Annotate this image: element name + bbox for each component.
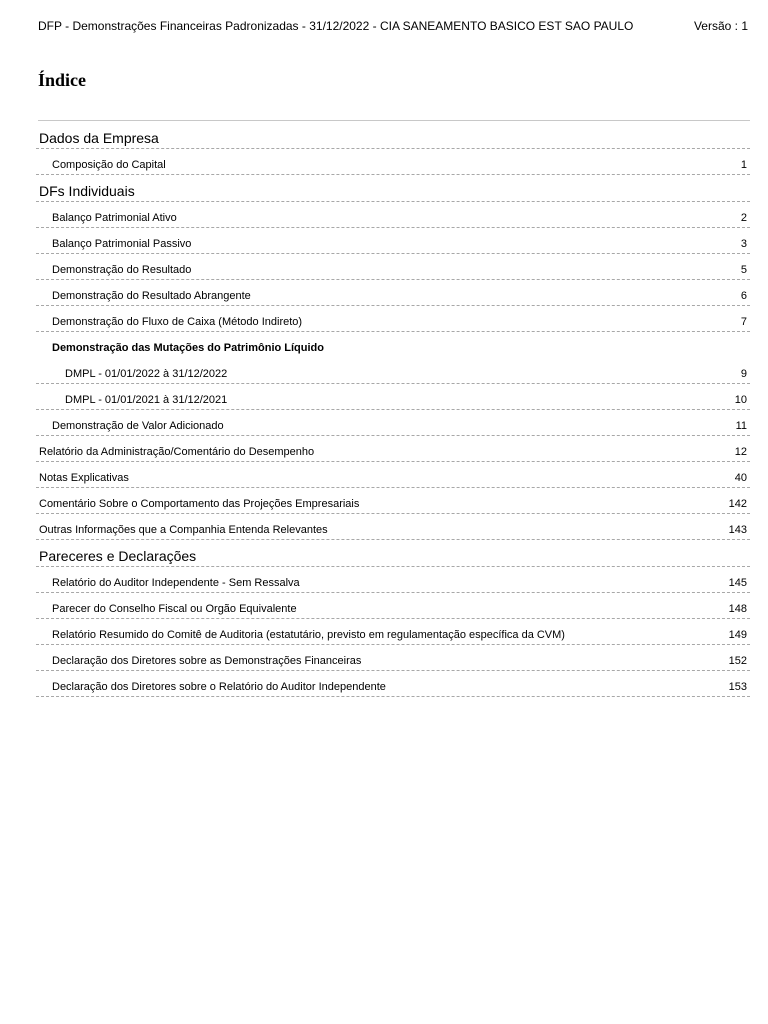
toc-entry-label: Relatório da Administração/Comentário do Desempenho <box>39 446 315 458</box>
toc-entry-label: Demonstração do Resultado Abrangente <box>52 290 251 302</box>
toc-entry-page: 142 <box>728 498 747 510</box>
toc-entry-page: 10 <box>734 394 747 406</box>
toc-entry-label: Demonstração do Fluxo de Caixa (Método Indireto) <box>52 316 303 328</box>
toc-entry-label: Outras Informações que a Companhia Entenda Relevantes <box>39 524 328 536</box>
toc-entry-page: 40 <box>734 472 747 484</box>
toc-entry-label: Balanço Patrimonial Passivo <box>52 238 192 250</box>
toc-entry-page: 2 <box>740 212 747 224</box>
toc-entry-label: Declaração dos Diretores sobre o Relatório do Auditor Independente <box>52 681 386 693</box>
toc-entry-label: Parecer do Conselho Fiscal ou Orgão Equivalente <box>52 603 297 615</box>
document-title: DFP - Demonstrações Financeiras Padronizadas - 31/12/2022 - CIA SANEAMENTO BASICO EST SAO PAULO <box>38 19 634 33</box>
toc-entry-page: 1 <box>740 159 747 171</box>
toc-entry-label: Demonstração de Valor Adicionado <box>52 420 224 432</box>
toc-entry-label: Relatório do Auditor Independente - Sem Ressalva <box>52 577 300 589</box>
page-header <box>38 18 748 34</box>
toc-entry[interactable] <box>36 567 750 593</box>
toc-entry[interactable] <box>36 410 750 436</box>
toc-entry[interactable] <box>36 619 750 645</box>
toc-entry-label: Declaração dos Diretores sobre as Demonstrações Financeiras <box>52 655 362 667</box>
toc-entry[interactable] <box>36 593 750 619</box>
toc-entry-page: 9 <box>740 368 747 380</box>
toc-subheading-mutacoes <box>36 332 750 358</box>
toc-entry-page: 143 <box>728 524 747 536</box>
toc-entry[interactable] <box>36 280 750 306</box>
toc-entry-label: DMPL - 01/01/2022 à 31/12/2022 <box>65 368 228 380</box>
toc-entry[interactable] <box>36 358 750 384</box>
toc-subheading-label: Demonstração das Mutações do Patrimônio Líquido <box>52 342 324 354</box>
toc-entry[interactable] <box>36 488 750 514</box>
toc-entry-page: 145 <box>728 577 747 589</box>
toc-entry-label: Balanço Patrimonial Ativo <box>52 212 177 224</box>
toc-entry-label: Demonstração do Resultado <box>52 264 192 276</box>
toc-entry-label: Composição do Capital <box>52 159 166 171</box>
version-label: Versão : 1 <box>693 19 748 33</box>
toc-entry[interactable] <box>36 202 750 228</box>
section-heading-pareceres-e-declaracoes: Pareceres e Declarações <box>36 540 750 567</box>
toc-entry-label: Notas Explicativas <box>39 472 129 484</box>
toc-entry-label: Relatório Resumido do Comitê de Auditoria (estatutário, previsto em regulamentação específica da CVM) <box>52 629 565 641</box>
toc-entry[interactable] <box>36 671 750 697</box>
title-divider <box>38 120 750 121</box>
index-title: Índice <box>38 70 87 90</box>
toc-entry-label: Comentário Sobre o Comportamento das Projeções Empresariais <box>39 498 360 510</box>
toc-entry-page: 11 <box>735 420 747 432</box>
toc-entry-label: DMPL - 01/01/2021 à 31/12/2021 <box>65 394 228 406</box>
toc-entry-page: 148 <box>728 603 747 615</box>
toc-entry[interactable] <box>36 645 750 671</box>
toc-entry[interactable] <box>36 462 750 488</box>
toc-entry-page: 12 <box>734 446 747 458</box>
toc-entry[interactable] <box>36 514 750 540</box>
section-heading-dados-da-empresa: Dados da Empresa <box>36 122 750 149</box>
toc-entry-page: 153 <box>728 681 747 693</box>
toc-entry[interactable] <box>36 436 750 462</box>
toc-entry-page: 152 <box>728 655 747 667</box>
toc-entry-page: 3 <box>740 238 747 250</box>
toc-entry[interactable] <box>36 384 750 410</box>
toc-entry[interactable] <box>36 228 750 254</box>
toc-entry-page: 7 <box>740 316 747 328</box>
toc-entry[interactable] <box>36 306 750 332</box>
toc-entry-page: 149 <box>728 629 747 641</box>
table-of-contents <box>36 122 750 697</box>
toc-entry-page: 5 <box>740 264 747 276</box>
toc-entry-page: 6 <box>740 290 747 302</box>
section-heading-dfs-individuais: DFs Individuais <box>36 175 750 202</box>
toc-entry[interactable] <box>36 149 750 175</box>
toc-entry[interactable] <box>36 254 750 280</box>
